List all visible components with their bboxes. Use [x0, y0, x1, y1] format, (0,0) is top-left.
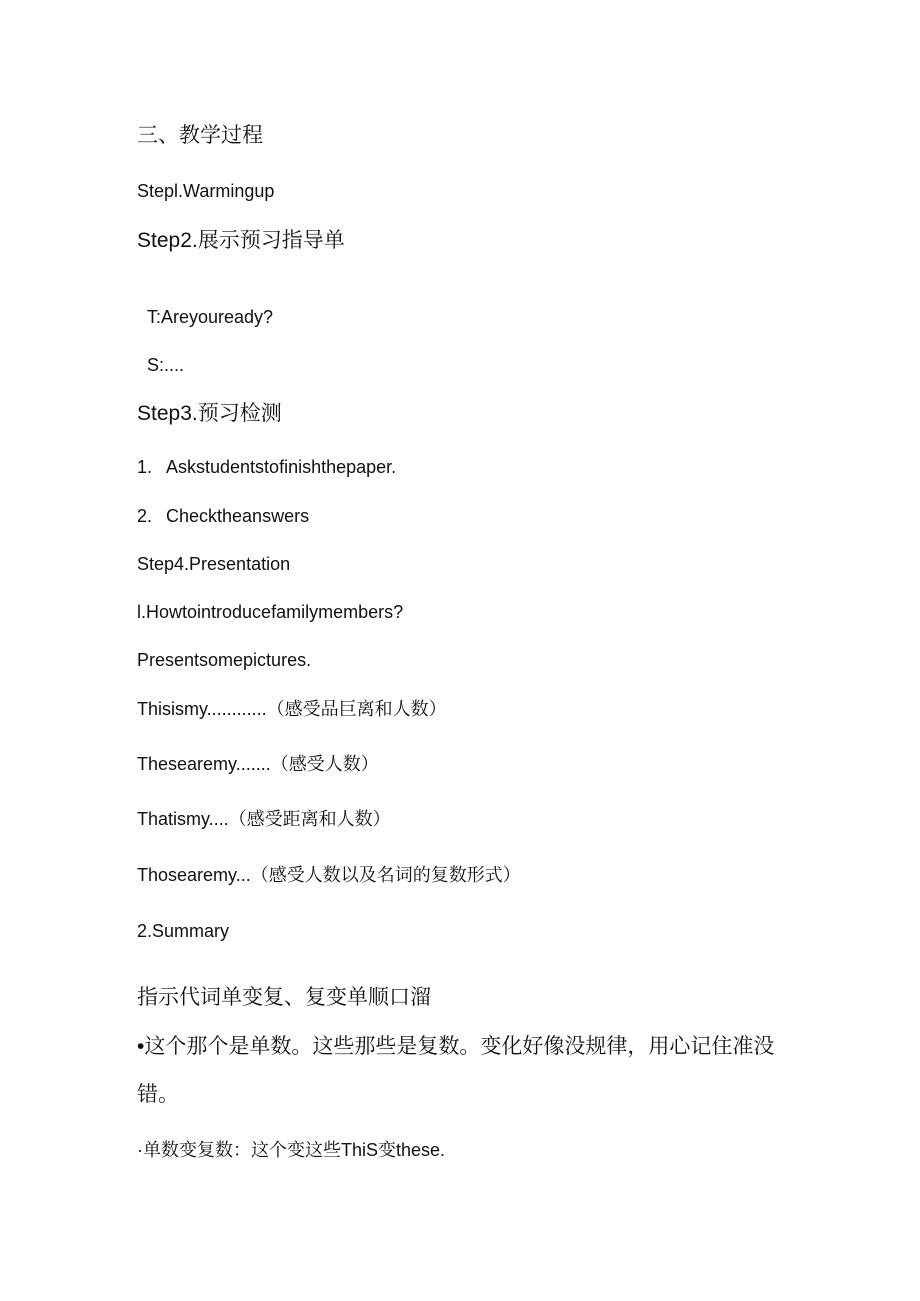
step3-item-2-text: Checktheanswers [166, 506, 310, 526]
rhyme-last-line: ·单数变复数：这个变这些ThiS变these. [137, 1140, 446, 1160]
question-1: l.Howtointroducefamilymembers? [137, 602, 404, 622]
step4-heading: Step4.Presentation [137, 554, 291, 574]
section-title: 三、教学过程 [137, 124, 263, 147]
step3-item-1-text: Askstudentstofinishthepaper. [166, 457, 397, 477]
rhyme-paragraph: •这个那个是单数。这些那些是复数。变化好像没规律，用心记住准没错。 [137, 1035, 775, 1106]
dialog-teacher-line: T:Areyouready? [147, 307, 274, 327]
pattern-line-these: Thesearemy.......（感受人数） [137, 754, 379, 774]
step1-heading: Stepl.Warmingup [137, 181, 275, 201]
step3-heading: Step3.预习检测 [137, 402, 282, 425]
step3-item-2 [137, 504, 309, 528]
pattern-line-this: Thisismy............（感受品巨离和人数） [137, 699, 447, 719]
step3-item-1-number: 1. [137, 457, 153, 477]
step3-item-2-number: 2. [137, 506, 153, 526]
pattern-line-those: Thosearemy...（感受人数以及名词的复数形式） [137, 865, 521, 885]
rhyme-title: 指示代词单变复、复变单顺口溜 [137, 986, 431, 1009]
pattern-line-that: Thatismy....（感受距离和人数） [137, 809, 391, 829]
step2-heading: Step2.展示预习指导单 [137, 229, 345, 252]
dialog-student-line: S:.... [147, 355, 185, 375]
summary-heading: 2.Summary [137, 921, 230, 941]
step3-item-1 [137, 455, 396, 479]
present-pictures-line: Presentsomepictures. [137, 650, 312, 670]
